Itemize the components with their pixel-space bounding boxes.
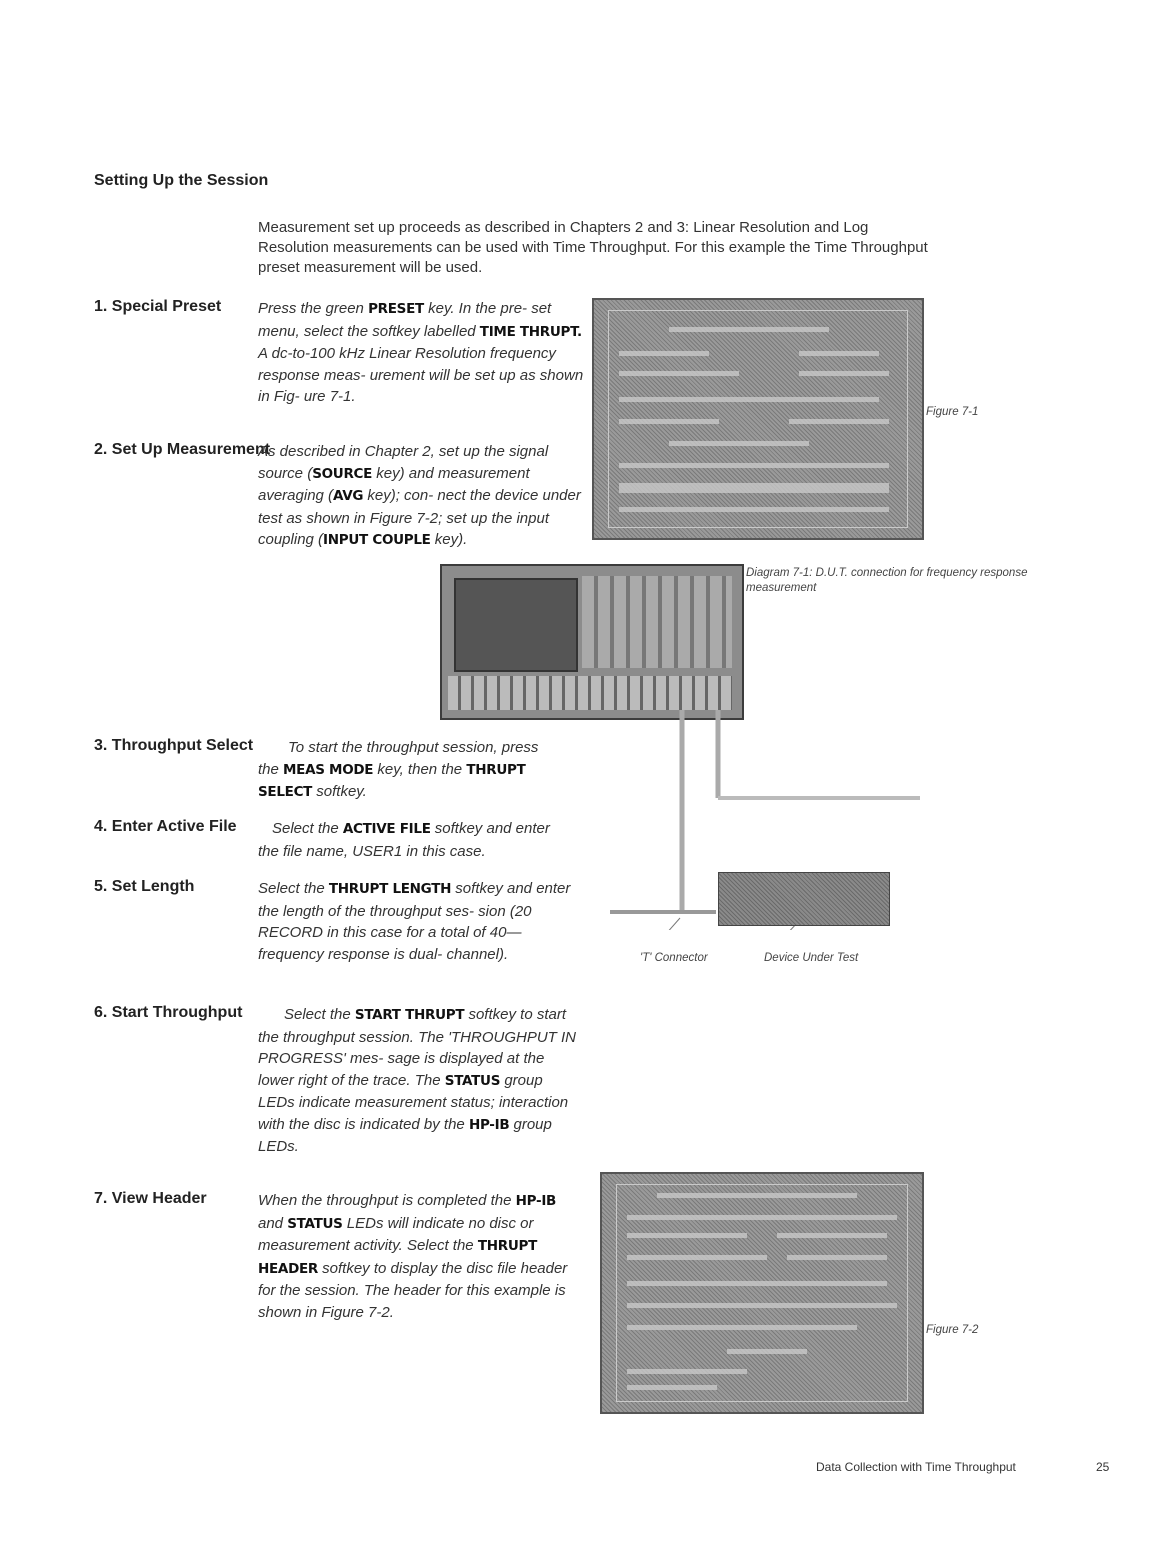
figure-7-1-screen-image	[592, 298, 924, 540]
figure-7-2-caption: Figure 7-2	[926, 1324, 979, 1336]
step-1-label: 1. Special Preset	[94, 298, 222, 315]
step-6-text: Select the START THRUPT softkey to start the throughput session. The 'THROUGHPUT IN PROGRESS' mes- sage is displayed at the lower right of the trace. The STATUS group LEDs indicate measurement status; interaction with the disc is indicated by the HP-IB group LEDs.	[258, 1006, 576, 1155]
step-2-text: As described in Chapter 2, set up the signal source (SOURCE key) and measurement averaging (AVG key); con- nect the device under test as shown in Figure 7-2; set up the input coupling (INPUT COUPLE key).	[258, 443, 581, 548]
step-7-label: 7. View Header	[94, 1190, 207, 1207]
connector-pointer	[650, 918, 680, 930]
intro-paragraph: Measurement set up proceeds as described in Chapters 2 and 3: Linear Resolution and Log Resolution measurements can be used with Time Throughput. For this example the Time Throughput preset measurement will be used.	[258, 219, 928, 276]
t-connector-label: 'T' Connector	[640, 952, 708, 964]
instrument-keypad	[582, 576, 732, 668]
step-5-text: Select the THRUPT LENGTH softkey and enter the length of the throughput ses- sion (20 RECORD in this case for a total of 40—frequency response is dual- channel).	[258, 880, 571, 963]
dut-label: Device Under Test	[764, 952, 859, 964]
step-3-text: To start the throughput session, press the MEAS MODE key, then the THRUPT SELECT softkey.	[258, 739, 539, 800]
instrument-display	[454, 578, 578, 672]
footer-title: Data Collection with Time Throughput	[816, 1460, 1016, 1474]
step-4-label: 4. Enter Active File	[94, 818, 237, 835]
step-3-label: 3. Throughput Select	[94, 737, 254, 754]
section-title: Setting Up the Session	[94, 172, 269, 189]
diagram-7-1-caption: Diagram 7-1: D.U.T. connection for frequency response measurement	[746, 567, 1028, 594]
device-under-test-image	[718, 872, 890, 926]
figure-7-1-caption: Figure 7-1	[926, 406, 979, 418]
figure-7-2-screen-image	[600, 1172, 924, 1414]
page-number: 25	[1096, 1460, 1110, 1474]
step-1-text: Press the green PRESET key. In the pre- set menu, select the softkey labelled TIME THRUPT. A dc-to-100 kHz Linear Resolution frequency response meas- urement will be set up as shown in Fig- ure 7-1.	[258, 300, 584, 405]
step-5-label: 5. Set Length	[94, 878, 195, 895]
step-4-text: Select the ACTIVE FILE softkey and enter the file name, USER1 in this case.	[258, 820, 550, 860]
step-2-label: 2. Set Up Measurement	[94, 441, 271, 458]
step-6-label: 6. Start Throughput	[94, 1004, 243, 1021]
step-7-text: When the throughput is completed the HP-IB and STATUS LEDs will indicate no disc or measurement activity. Select the THRUPT HEADER softkey to display the disc file header for the session. The header for this example is shown in Figure 7-2.	[258, 1192, 568, 1321]
